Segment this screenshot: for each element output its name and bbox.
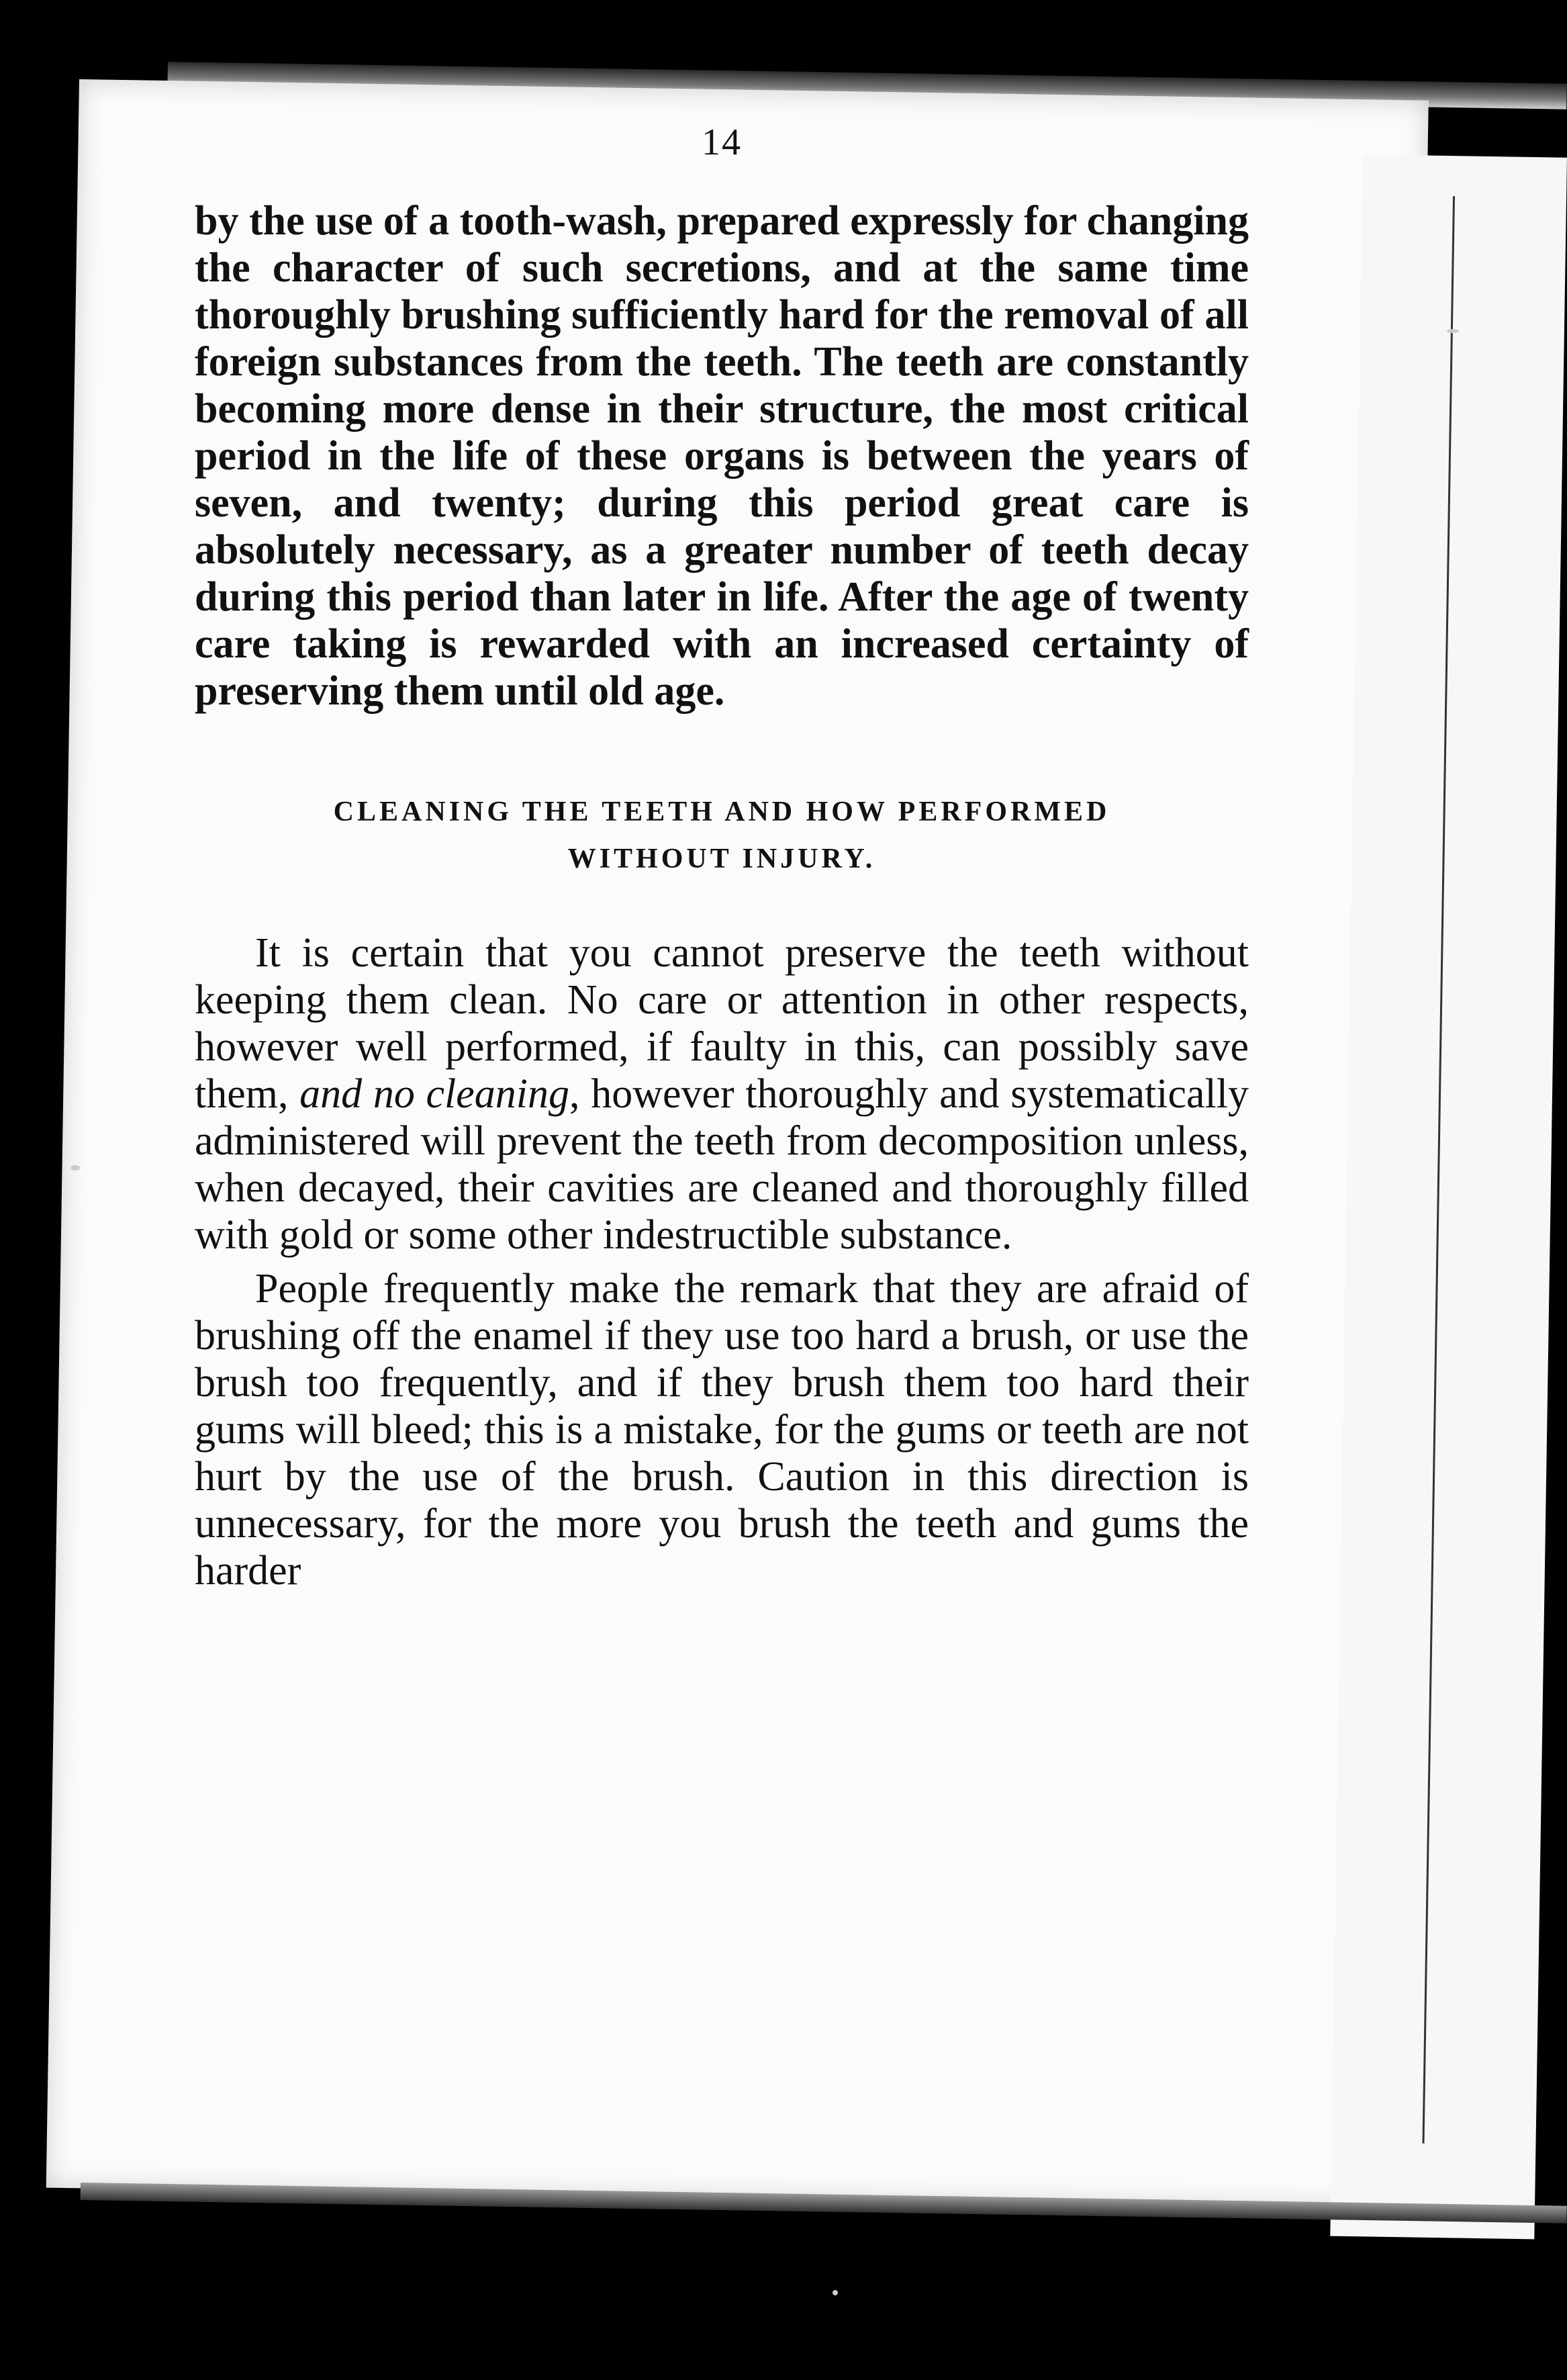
- section-heading-line-1: CLEANING THE TEETH AND HOW PERFORMED: [333, 796, 1110, 827]
- paragraph-cleaning-part-2: , however thoroughly and systematically administered will prevent the teeth from decomposition unless, when decayed, their cavities are cleaned and thoroughly filled with gold or some other indestructible substance.: [195, 1071, 1249, 1258]
- page-gutter-line: [1422, 196, 1455, 2144]
- scan-speck: [833, 2290, 838, 2295]
- paragraph-brushing: People frequently make the remark that they are afraid of brushing off the enamel if they use too hard a brush, or use the brush too frequently, and if they brush them too hard their gums will bleed; this is a mistake, for the gums or teeth are not hurt by the use of the brush. Caution in this direction is unnecessary, for the more you brush the teeth and gums the harder: [195, 1266, 1249, 1594]
- scan-speck: [70, 1165, 80, 1171]
- page-number: 14: [702, 122, 742, 163]
- paragraph-cleaning: [195, 929, 1249, 1258]
- section-heading: [195, 788, 1249, 882]
- section-heading-line-2: WITHOUT INJURY.: [567, 843, 876, 874]
- scan-speck: [1447, 329, 1459, 333]
- opening-paragraph: by the use of a tooth-wash, prepared expressly for changing the character of such secretions, and at the same time thoroughly brushing sufficiently hard for the removal of all foreign substances from the teeth. The teeth are constantly becoming more dense in their structure, the most critical period in the life of these organs is between the years of seven, and twenty; during this period great care is absolutely necessary, as a greater number of teeth decay during this period than later in life. After the age of twenty care taking is rewarded with an increased certainty of preserving them until old age.: [195, 198, 1249, 714]
- paragraph-cleaning-part-1: It is certain that you cannot preserve the teeth without keeping them clean. No care or attention in other respects, however well performed, if faulty in this, can possibly save them,: [195, 930, 1249, 1117]
- paragraph-cleaning-italic: and no cleaning: [299, 1071, 570, 1117]
- adjacent-page: [1330, 154, 1567, 2239]
- page-text-block: [195, 121, 1249, 1594]
